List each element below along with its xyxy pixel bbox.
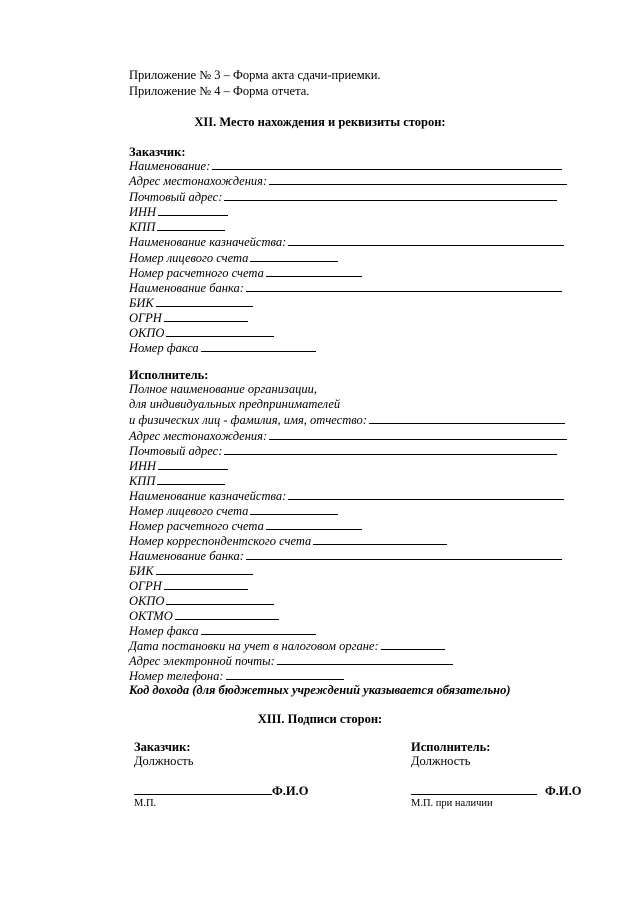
field-label: Номер факса bbox=[129, 624, 199, 638]
executor-field-email bbox=[129, 653, 453, 668]
executor-field-bik bbox=[129, 563, 253, 578]
field-label: Адрес электронной почты: bbox=[129, 654, 275, 668]
signature-customer-line bbox=[134, 783, 308, 798]
field-label: ИНН bbox=[129, 205, 157, 219]
fill-line bbox=[381, 638, 445, 650]
fill-line bbox=[212, 158, 562, 170]
executor-field-postal bbox=[129, 443, 557, 458]
executor-name-line-1: Полное наименование организации, bbox=[129, 382, 318, 396]
fill-line bbox=[246, 280, 562, 292]
section-12-title: XII. Место нахождения и реквизиты сторон: bbox=[194, 115, 446, 129]
fill-line bbox=[158, 204, 228, 216]
section-13-title: XIII. Подписи сторон: bbox=[257, 712, 383, 726]
executor-field-tax-registration bbox=[129, 638, 445, 653]
customer-field-bank bbox=[129, 280, 562, 295]
field-label: Почтовый адрес: bbox=[129, 190, 223, 204]
field-label: ОГРН bbox=[129, 579, 162, 593]
signature-executor-line bbox=[411, 783, 581, 798]
fill-line bbox=[250, 503, 338, 515]
field-label: Почтовый адрес: bbox=[129, 444, 223, 458]
signature-executor-stamp: М.П. при наличии bbox=[411, 798, 493, 809]
executor-field-phone bbox=[129, 668, 344, 683]
customer-field-inn bbox=[129, 204, 228, 219]
fill-line bbox=[269, 428, 567, 440]
fill-line bbox=[224, 189, 557, 201]
field-label: Номер лицевого счета bbox=[129, 504, 249, 518]
executor-field-oktmo bbox=[129, 608, 279, 623]
signature-customer-stamp: М.П. bbox=[134, 798, 157, 809]
field-label: ИНН bbox=[129, 459, 157, 473]
customer-field-name bbox=[129, 158, 562, 173]
fill-line bbox=[164, 310, 248, 322]
signature-customer-heading: Заказчик: bbox=[134, 740, 191, 754]
fill-line bbox=[175, 608, 279, 620]
fill-line bbox=[158, 458, 228, 470]
customer-field-treasury bbox=[129, 234, 564, 249]
fill-line bbox=[246, 548, 562, 560]
field-label: Наименование банка: bbox=[129, 281, 244, 295]
field-label: Наименование казначейства: bbox=[129, 489, 287, 503]
fill-line bbox=[369, 412, 565, 424]
signature-executor-position: Должность bbox=[411, 754, 471, 768]
customer-field-address bbox=[129, 173, 567, 188]
executor-field-bank bbox=[129, 548, 562, 563]
fill-line bbox=[166, 325, 274, 337]
field-label: и физических лиц - фамилия, имя, отчество: bbox=[129, 413, 367, 427]
field-label: БИК bbox=[129, 296, 154, 310]
fill-line bbox=[157, 219, 225, 231]
customer-field-kpp bbox=[129, 219, 225, 234]
customer-field-postal bbox=[129, 189, 557, 204]
field-label: КПП bbox=[129, 220, 156, 234]
signature-customer-position: Должность bbox=[134, 754, 194, 768]
signature-fill-line bbox=[134, 783, 272, 795]
fill-line bbox=[288, 234, 564, 246]
field-label: Дата постановки на учет в налоговом органе: bbox=[129, 639, 379, 653]
field-label: Номер телефона: bbox=[129, 669, 224, 683]
customer-field-fax bbox=[129, 340, 316, 355]
field-label: ОКПО bbox=[129, 594, 165, 608]
executor-field-fax bbox=[129, 623, 316, 638]
executor-heading: Исполнитель: bbox=[129, 368, 209, 382]
customer-field-personal-account bbox=[129, 250, 338, 265]
executor-name-line-2: для индивидуальных предпринимателей bbox=[129, 397, 341, 411]
executor-income-code: Код дохода (для бюджетных учреждений указывается обязательно) bbox=[129, 683, 511, 697]
fill-line bbox=[224, 443, 557, 455]
field-label: Номер корреспондентского счета bbox=[129, 534, 312, 548]
fill-line bbox=[277, 653, 453, 665]
customer-field-okpo bbox=[129, 325, 274, 340]
signature-fill-line bbox=[411, 783, 537, 795]
fill-line bbox=[201, 340, 316, 352]
fill-line bbox=[269, 173, 567, 185]
executor-field-okpo bbox=[129, 593, 274, 608]
field-label: Наименование банка: bbox=[129, 549, 244, 563]
fill-line bbox=[201, 623, 316, 635]
customer-field-bik bbox=[129, 295, 253, 310]
fill-line bbox=[250, 250, 338, 262]
fill-line bbox=[166, 593, 274, 605]
fill-line bbox=[266, 518, 362, 530]
field-label: Адрес местонахождения: bbox=[129, 174, 268, 188]
fill-line bbox=[226, 668, 344, 680]
executor-field-personal-account bbox=[129, 503, 338, 518]
field-label: Наименование казначейства: bbox=[129, 235, 287, 249]
fill-line bbox=[266, 265, 362, 277]
field-label: Номер расчетного счета bbox=[129, 266, 264, 280]
field-label: ОКПО bbox=[129, 326, 165, 340]
field-label: Адрес местонахождения: bbox=[129, 429, 268, 443]
field-label: БИК bbox=[129, 564, 154, 578]
executor-field-inn bbox=[129, 458, 228, 473]
fill-line bbox=[157, 473, 225, 485]
executor-field-settlement-account bbox=[129, 518, 362, 533]
executor-field-kpp bbox=[129, 473, 225, 488]
customer-field-ogrn bbox=[129, 310, 248, 325]
appendix-4: Приложение № 4 – Форма отчета. bbox=[129, 84, 310, 98]
fill-line bbox=[156, 295, 253, 307]
executor-name-line-3 bbox=[129, 412, 565, 427]
field-label: Номер факса bbox=[129, 341, 199, 355]
appendix-3: Приложение № 3 – Форма акта сдачи-приемки. bbox=[129, 68, 381, 82]
field-label: ОГРН bbox=[129, 311, 162, 325]
field-label: Номер лицевого счета bbox=[129, 251, 249, 265]
fill-line bbox=[164, 578, 248, 590]
field-label: Наименование: bbox=[129, 159, 211, 173]
customer-field-settlement-account bbox=[129, 265, 362, 280]
executor-field-ogrn bbox=[129, 578, 248, 593]
field-label: КПП bbox=[129, 474, 156, 488]
executor-field-corr-account bbox=[129, 533, 447, 548]
executor-field-treasury bbox=[129, 488, 564, 503]
signature-customer-fio: Ф.И.О bbox=[272, 784, 309, 798]
fill-line bbox=[313, 533, 447, 545]
customer-heading: Заказчик: bbox=[129, 145, 186, 159]
fill-line bbox=[156, 563, 253, 575]
signature-executor-fio: Ф.И.О bbox=[545, 784, 582, 798]
fill-line bbox=[288, 488, 564, 500]
field-label: ОКТМО bbox=[129, 609, 173, 623]
field-label: Номер расчетного счета bbox=[129, 519, 264, 533]
signature-executor-heading: Исполнитель: bbox=[411, 740, 491, 754]
executor-field-address bbox=[129, 428, 567, 443]
